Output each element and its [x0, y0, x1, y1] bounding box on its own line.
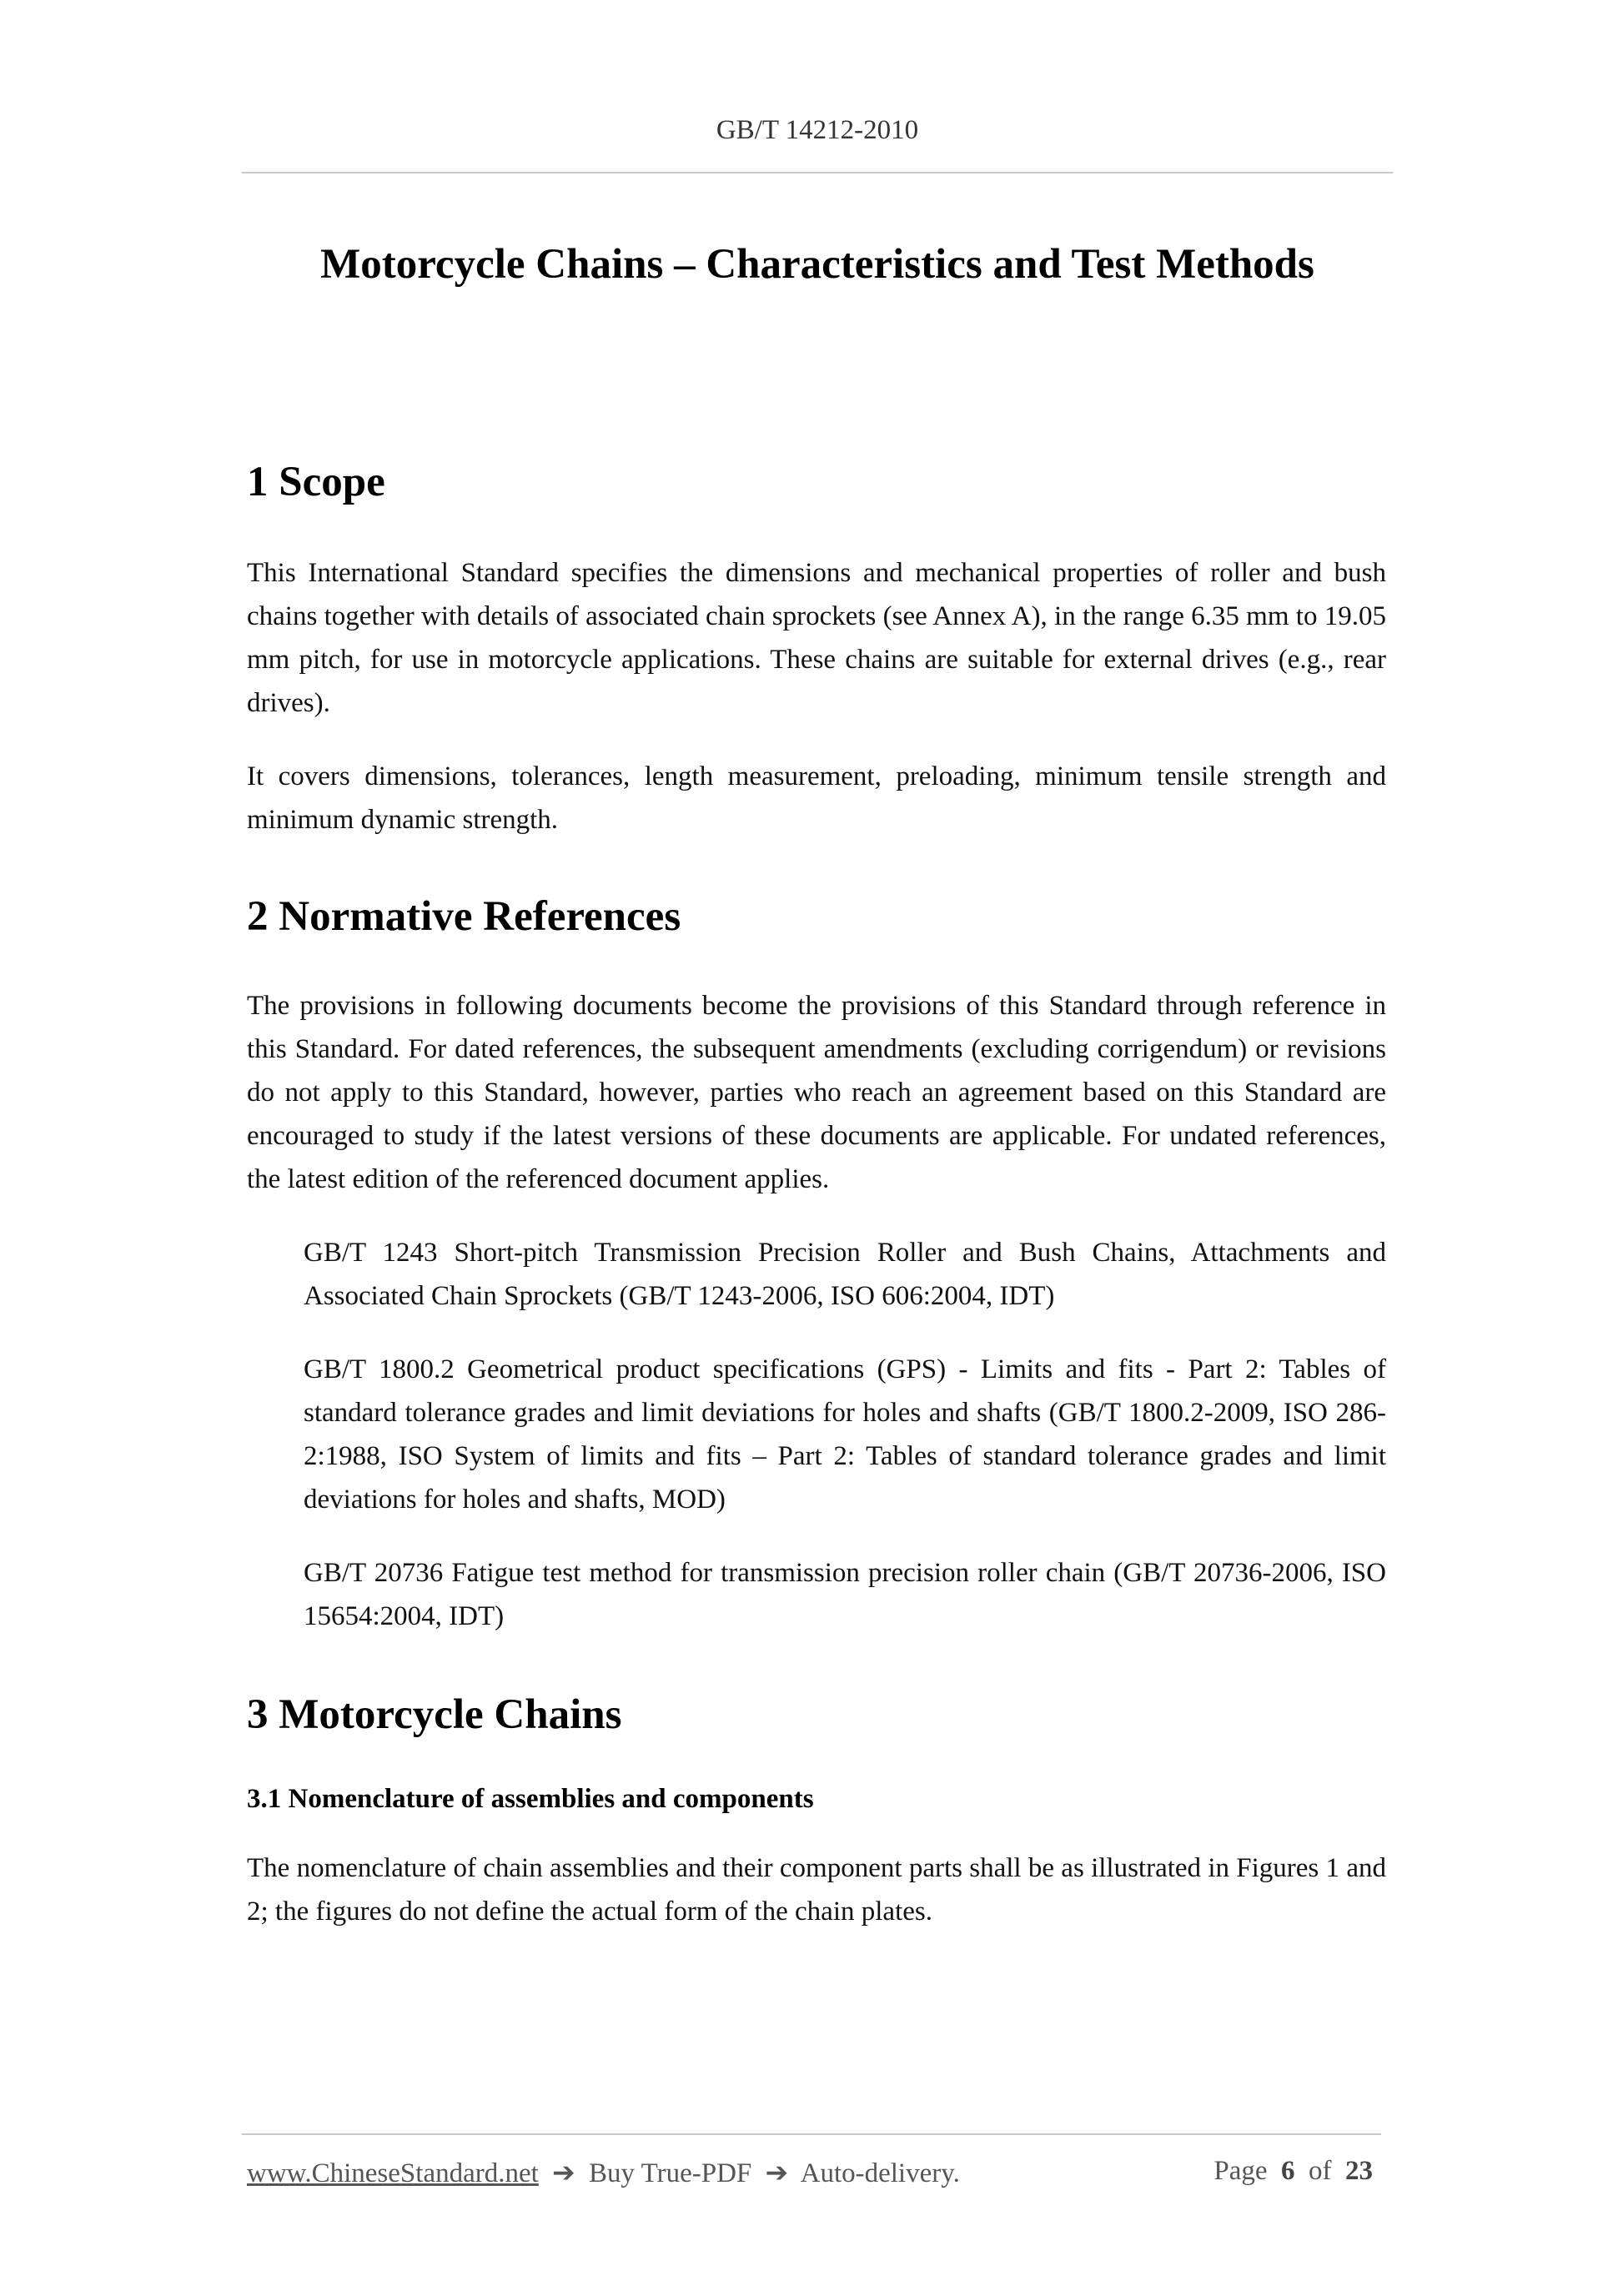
normative-intro-paragraph: The provisions in following documents become the provisions of this Standard through reference in this Standard. For dated references, the subsequent amendments (excluding corrigendum) or revisions do not apply to this Standard, however, parties who reach an agreement based on this Standard are encouraged to study if the latest versions of these documents are applicable. For undated references, the latest edition of the referenced document applies. — [247, 991, 1386, 1195]
right-arrow-icon: ➔ — [552, 2158, 575, 2188]
total-pages: 23 — [1345, 2156, 1373, 2186]
document-body — [247, 457, 1386, 1933]
reference-item: GB/T 20736 Fatigue test method for transmission precision roller chain (GB/T 20736-2006, ISO 15654:2004, IDT) — [304, 1558, 1386, 1632]
scope-paragraph-2: It covers dimensions, tolerances, length measurement, preloading, minimum tensile strength and minimum dynamic strength. — [247, 761, 1386, 836]
section-heading-scope: 1 Scope — [247, 459, 385, 505]
page-of-label: of — [1309, 2156, 1332, 2186]
subsection-heading-nomenclature: 3.1 Nomenclature of assemblies and components — [247, 1783, 814, 1814]
current-page: 6 — [1281, 2156, 1295, 2186]
footer-divider — [242, 2133, 1381, 2135]
running-header: GB/T 14212-2010 — [716, 115, 919, 145]
section-heading-normative-references: 2 Normative References — [247, 893, 681, 941]
buy-true-pdf-text: Buy True-PDF — [588, 2158, 752, 2188]
scope-paragraph-1: This International Standard specifies the dimensions and mechanical properties of roller and bush chains together with details of associated chain sprockets (see Annex A), in the range 6.35 mm to 19.05 mm pitch, for use in motorcycle applications. These chains are suitable for external drives (e.g., rear drives). — [247, 558, 1386, 719]
document-title: Motorcycle Chains – Characteristics and Test Methods — [320, 241, 1314, 288]
website-link[interactable]: www.ChineseStandard.net — [247, 2158, 539, 2188]
header-divider — [242, 172, 1393, 173]
right-arrow-icon: ➔ — [765, 2158, 789, 2188]
page-number — [1213, 2156, 1373, 2187]
reference-item: GB/T 1800.2 Geometrical product specifications (GPS) - Limits and fits - Part 2: Tables of standard tolerance grades and limit deviations for holes and shafts (GB/T 1800.2-2009, ISO 286-2:1988, ISO System of limits and fits – Part 2: Tables of standard tolerance grades and limit deviations for holes and shafts, MOD) — [304, 1354, 1386, 1515]
page-label: Page — [1213, 2156, 1268, 2186]
auto-delivery-text: Auto-delivery. — [800, 2158, 960, 2188]
reference-item: GB/T 1243 Short-pitch Transmission Precision Roller and Bush Chains, Attachments and Associated Chain Sprockets (GB/T 1243-2006, ISO 606:2004, IDT) — [304, 1238, 1386, 1312]
section-heading-motorcycle-chains: 3 Motorcycle Chains — [247, 1691, 622, 1739]
nomenclature-paragraph: The nomenclature of chain assemblies and their component parts shall be as illustrated in Figures 1 and 2; the figures do not define the actual form of the chain plates. — [247, 1853, 1386, 1927]
footer-links — [247, 2156, 960, 2189]
